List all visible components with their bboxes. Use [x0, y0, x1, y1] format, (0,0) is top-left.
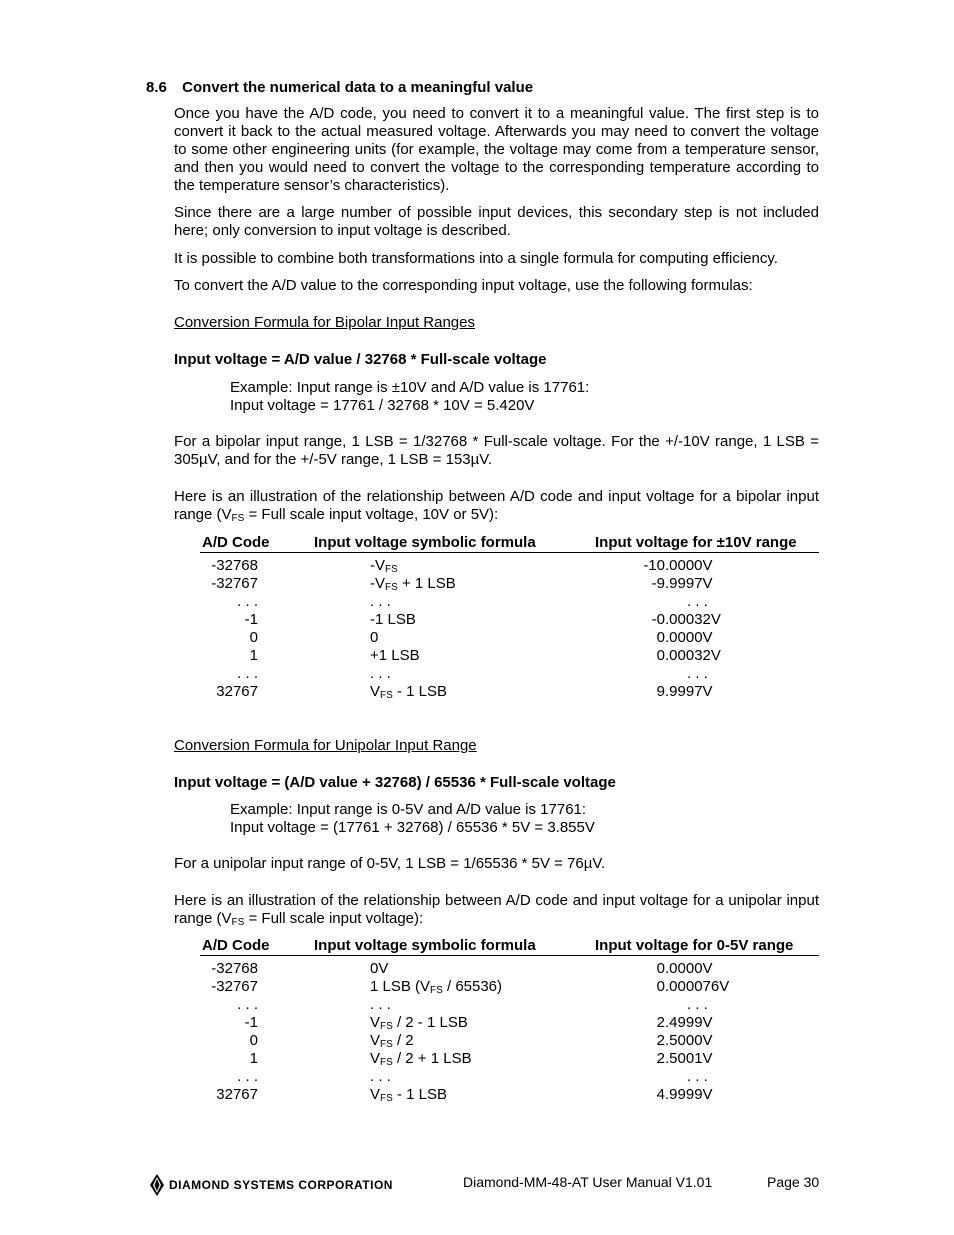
- unipolar-code-cell: . . .: [237, 996, 258, 1013]
- unipolar-formula-cell: . . .: [370, 1068, 391, 1085]
- unipolar-value-cell: 2.4999V: [656, 1014, 713, 1031]
- unipolar-code-cell: 32767: [216, 1086, 258, 1103]
- unipolar-code-cell: -32767: [211, 978, 258, 995]
- unipolar-formula-cell: . . .: [370, 996, 391, 1013]
- page-footer: [0, 1172, 954, 1196]
- bipolar-illustration-text: Here is an illustration of the relationship between A/D code and input voltage for a bipolar input range ($V_{FS}$ = Full scale input voltage, 10V or 5V):: [174, 488, 819, 524]
- bipolar-code-cell: . . .: [237, 593, 258, 610]
- bipolar-value-cell: -10.0000V: [643, 557, 713, 574]
- unipolar-formula-cell: 1 LSB $(V_{FS} / 65536)$: [370, 978, 503, 996]
- unipolar-formula-cell: $V_{FS} - 1$ LSB: [370, 1086, 447, 1104]
- bipolar-formula-cell: 0: [370, 629, 379, 646]
- bipolar-table-row: [0, 611, 954, 629]
- unipolar-lsb-text: For a unipolar input range of 0-5V, 1 LSB = 1/65536 * 5V = 76µV.: [174, 855, 606, 872]
- bipolar-table-row: [0, 665, 954, 683]
- diamond-icon: [150, 1174, 164, 1196]
- bipolar-formula: Input voltage = A/D value / 32768 * Full-scale voltage: [174, 351, 547, 368]
- unipolar-code-cell: 0: [249, 1032, 258, 1049]
- bipolar-table-row: [0, 557, 954, 575]
- unipolar-formula-cell: $V_{FS} / 2 - 1$ LSB: [370, 1014, 468, 1032]
- bipolar-formula-cell: -1 LSB: [370, 611, 416, 628]
- bipolar-formula-cell: $-V_{FS} + 1$ LSB: [370, 575, 456, 593]
- unipolar-value-cell: . . .: [687, 1068, 708, 1085]
- bipolar-value-cell: 9.9997V: [656, 683, 713, 700]
- bipolar-formula-cell: $-V_{FS}$: [370, 557, 398, 575]
- bipolar-code-cell: -32768: [211, 557, 258, 574]
- unipolar-illustration-text: Here is an illustration of the relationship between A/D code and input voltage for a unipolar input range ($V_{FS}$ = Full scale input voltage):: [174, 892, 819, 928]
- unipolar-header-rule: [200, 955, 819, 956]
- unipolar-header-value: Input voltage for 0-5V range: [595, 937, 794, 954]
- unipolar-table-row: [0, 1050, 954, 1068]
- section-title: Convert the numerical data to a meaningful value: [182, 79, 534, 96]
- intro-paragraph-4: To convert the A/D value to the corresponding input voltage, use the following formulas:: [174, 277, 753, 294]
- unipolar-value-cell: . . .: [687, 996, 708, 1013]
- unipolar-code-cell: -32768: [211, 960, 258, 977]
- bipolar-value-cell: -0.00032V: [651, 611, 721, 628]
- bipolar-header-rule: [200, 552, 819, 553]
- bipolar-header-formula: Input voltage symbolic formula: [314, 534, 536, 551]
- unipolar-header-code: A/D Code: [202, 937, 270, 954]
- bipolar-formula-cell: . . .: [370, 593, 391, 610]
- unipolar-table-row: [0, 1032, 954, 1050]
- unipolar-table-row: [0, 1086, 954, 1104]
- bipolar-value-cell: 0.00032V: [656, 647, 721, 664]
- bipolar-table-row: [0, 647, 954, 665]
- unipolar-table-row: [0, 1014, 954, 1032]
- unipolar-value-cell: 4.9999V: [656, 1086, 713, 1103]
- bipolar-table-row: [0, 683, 954, 701]
- unipolar-code-cell: -1: [244, 1014, 258, 1031]
- unipolar-example-2: Input voltage = (17761 + 32768) / 65536 * 5V = 3.855V: [230, 819, 595, 836]
- unipolar-code-cell: . . .: [237, 1068, 258, 1085]
- company-logo: [150, 1174, 393, 1196]
- unipolar-header-formula: Input voltage symbolic formula: [314, 937, 536, 954]
- bipolar-code-cell: -32767: [211, 575, 258, 592]
- unipolar-formula: Input voltage = (A/D value + 32768) / 65536 * Full-scale voltage: [174, 774, 616, 791]
- bipolar-code-cell: -1: [244, 611, 258, 628]
- intro-paragraph-3: It is possible to combine both transformations into a single formula for computing efficiency.: [174, 250, 778, 267]
- bipolar-heading: Conversion Formula for Bipolar Input Ranges: [174, 314, 475, 331]
- unipolar-code-cell: 1: [249, 1050, 258, 1067]
- section-heading: [146, 79, 533, 96]
- bipolar-code-cell: 0: [249, 629, 258, 646]
- bipolar-table-row: [0, 629, 954, 647]
- intro-paragraph-1: Once you have the A/D code, you need to convert it to a meaningful value. The first step is to convert it back to the actual measured voltage. Afterwards you may need to convert the voltage to some other engineering units (for example, the voltage may come from a temperature sensor, and then you would need to convert the voltage to the corresponding temperature according to the temperature sensor’s characteristics).: [174, 105, 819, 194]
- page-number: Page 30: [767, 1174, 820, 1190]
- bipolar-value-cell: . . .: [687, 593, 708, 610]
- company-name: DIAMOND SYSTEMS CORPORATION: [169, 1178, 393, 1192]
- unipolar-value-cell: 0.0000V: [656, 960, 713, 977]
- unipolar-formula-cell: 0V: [370, 960, 389, 977]
- unipolar-value-cell: 2.5000V: [656, 1032, 713, 1049]
- unipolar-formula-cell: $V_{FS} / 2$: [370, 1032, 414, 1050]
- bipolar-header-code: A/D Code: [202, 534, 270, 551]
- manual-title: Diamond-MM-48-AT User Manual V1.01: [463, 1174, 713, 1190]
- unipolar-value-cell: 0.000076V: [656, 978, 730, 995]
- bipolar-value-cell: . . .: [687, 665, 708, 682]
- unipolar-table-row: [0, 996, 954, 1014]
- bipolar-code-cell: 1: [249, 647, 258, 664]
- unipolar-example-1: Example: Input range is 0-5V and A/D value is 17761:: [230, 801, 587, 818]
- bipolar-table-row: [0, 575, 954, 593]
- unipolar-heading: Conversion Formula for Unipolar Input Range: [174, 737, 477, 754]
- bipolar-code-cell: . . .: [237, 665, 258, 682]
- bipolar-code-cell: 32767: [216, 683, 258, 700]
- bipolar-formula-cell: +1 LSB: [370, 647, 420, 664]
- bipolar-value-cell: -9.9997V: [651, 575, 713, 592]
- bipolar-example-1: Example: Input range is ±10V and A/D value is 17761:: [230, 379, 590, 396]
- unipolar-value-cell: 2.5001V: [656, 1050, 713, 1067]
- bipolar-value-cell: 0.0000V: [656, 629, 713, 646]
- unipolar-formula-cell: $V_{FS} / 2 + 1$ LSB: [370, 1050, 472, 1068]
- bipolar-header-value: Input voltage for ±10V range: [595, 534, 797, 551]
- bipolar-formula-cell: $V_{FS} - 1$ LSB: [370, 683, 447, 701]
- intro-paragraph-2: Since there are a large number of possible input devices, this secondary step is not included here; only conversion to input voltage is described.: [174, 204, 819, 239]
- bipolar-example-2: Input voltage = 17761 / 32768 * 10V = 5.420V: [230, 397, 535, 414]
- unipolar-table-row: [0, 978, 954, 996]
- unipolar-table-row: [0, 1068, 954, 1086]
- bipolar-table-row: [0, 593, 954, 611]
- bipolar-lsb-text: For a bipolar input range, 1 LSB = 1/32768 * Full-scale voltage. For the +/-10V range, 1 LSB = 305µV, and for the +/-5V range, 1 LSB = 153µV.: [174, 433, 819, 468]
- unipolar-table-row: [0, 960, 954, 978]
- section-number: 8.6: [146, 79, 167, 96]
- bipolar-formula-cell: . . .: [370, 665, 391, 682]
